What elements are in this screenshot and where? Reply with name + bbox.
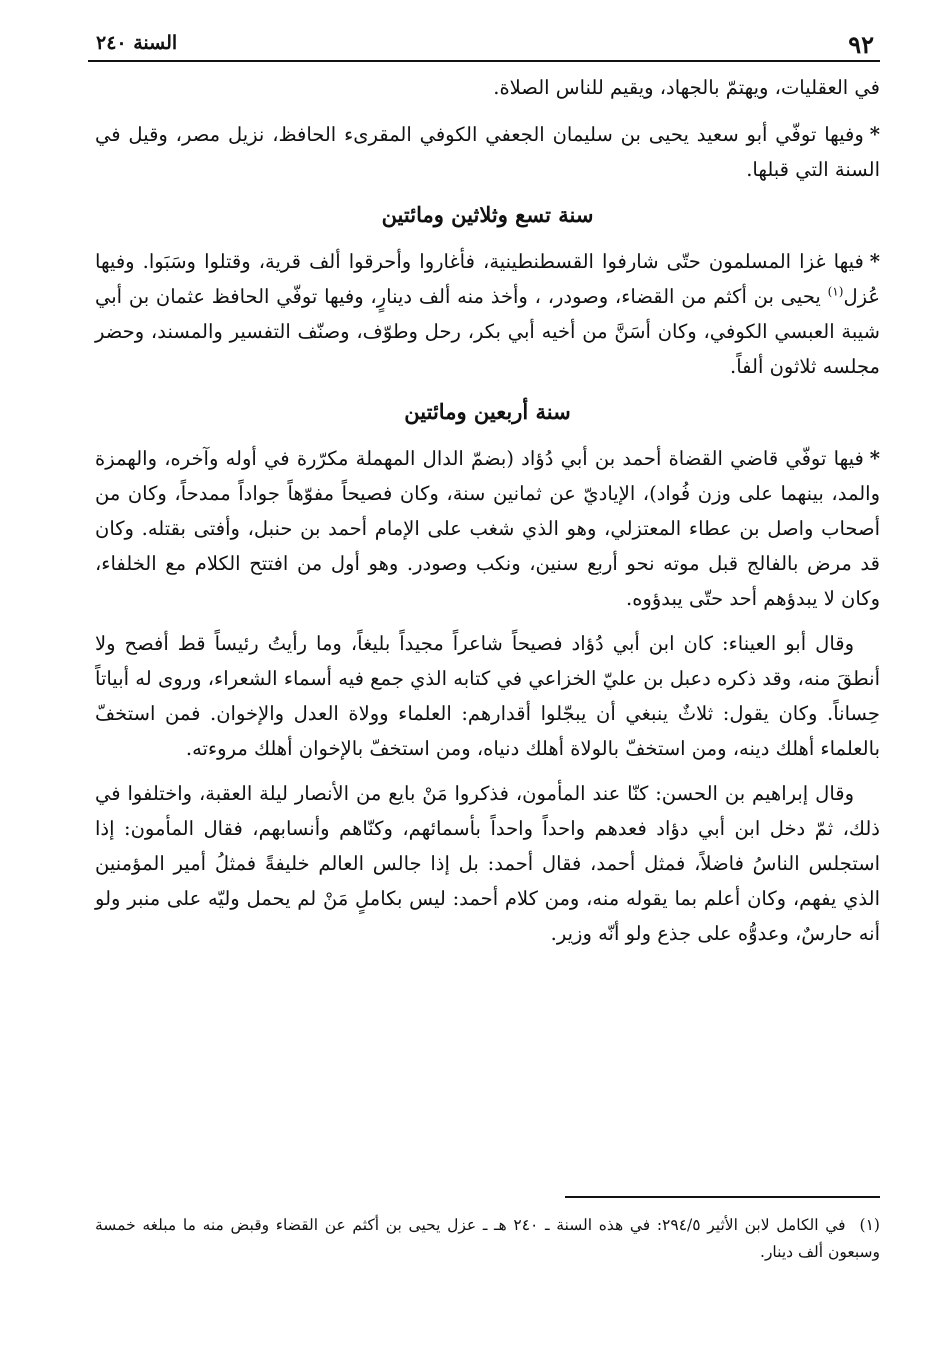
paragraph-text: يحيى بن أكثم من القضاء، وصودر، ، وأخذ منه ألف دينارٍ، وفيها توفّي الحافظ عثمان بن أبي شيبة العبسي الكوفي، وكان أسَنَّ من أخيه أبي بكر، رحل وطوّف، وصنّف التفسير والمسند، وحضر مجلسه ثلاثون ألفاً.	[95, 285, 880, 378]
footnote-reference[interactable]: (١)	[827, 284, 844, 299]
asterisk-marker: *	[869, 123, 880, 146]
section-heading-240: سنة أربعين ومائتين	[404, 399, 571, 424]
paragraph-text: فيها توفّي قاضي القضاة أحمد بن أبي دُؤاد (بضمّ الدال المهملة مكرّرة في أوله وآخره، والهمزة والمد، بينهما على وزن فُواد)، الإياديّ عن ثمانين سنة، وكان فصيحاً مفوّهاً جواداً ممدحاً، وكان من أصحاب واصل بن عطاء المعتزلي، وهو الذي شغب على الإمام أحمد بن حنبل، وأفتى بقتله. وكان قد مرض بالفالج قبل موته نحو أربع سنين، ونكب وصودر. وهو أول من افتتح الكلام مع الخلفاء، وكان لا يبدؤهم أحد حتّى يبدؤوه.	[95, 447, 880, 610]
paragraph-text: فيها غزا المسلمون حتّى شارفوا القسطنطينية، فأغاروا وأحرقوا ألف قرية، وقتلوا وسَبَوا. وفيها عُزل	[95, 250, 880, 308]
asterisk-marker: *	[869, 447, 880, 470]
section-heading-239: سنة تسع وثلاثين ومائتين	[381, 202, 594, 227]
paragraph-text: وفيها توفّي أبو سعيد يحيى بن سليمان الجعفي الكوفي المقرىء الحافظ، نزيل مصر، وقيل في السنة التي قبلها.	[95, 123, 880, 181]
running-head: السنة ٢٤٠	[96, 32, 178, 54]
paragraph-continued: في العقليات، ويهتمّ بالجهاد، ويقيم للناس الصلاة.	[493, 76, 880, 99]
footnote	[95, 1212, 880, 1266]
header-rule	[88, 60, 880, 62]
main-text	[95, 70, 880, 961]
page-header	[88, 22, 880, 62]
paragraph-abu-al-aynaa: وقال أبو العيناء: كان ابن أبي دُؤاد فصيحاً شاعراً مجيداً بليغاً، وما رأيتُ رئيساً قط أفصح ولا أنطقَ منه، وقد ذكره دعبل بن عليّ الخزاعي في كتابه الذي جمع فيه أسماء الشعراء، وروى له أبياتاً حِساناً. وكان يقول: ثلاثٌ ينبغي أن يبجّلوا أقدارهم: العلماء وولاة العدل والإخوان. فمن استخفّ بالعلماء أهلك دينه، ومن استخفّ بالولاة أهلك دنياه، ومن استخفّ بالإخوان أهلك مروءته.	[95, 632, 880, 760]
paragraph-year-240	[95, 441, 880, 616]
paragraph-ibrahim-ibn-al-hasan: وقال إبراهيم بن الحسن: كنّا عند المأمون، فذكروا مَنْ بايع من الأنصار ليلة العقبة، واختلفوا في ذلك، ثمّ دخل ابن أبي دؤاد فعدهم واحداً واحداً بأسمائهم، وكنّاهم وأنسابهم، فقال المأمون: إذا استجلس الناسُ فاضلاً، فمثل أحمد، فقال أحمد: بل إذا جالس العالم خليفةً فمثلُ أمير المؤمنين الذي يفهم، وكان أعلم بما يقوله منه، ومن كلام أحمد: ليس بكاملٍ مَنْ لم يحمل وليّه على منبر ولو أنه حارسٌ، وعدوُّه على جذع ولو أنّه وزير.	[95, 782, 880, 945]
page-number: ٩٢	[848, 30, 874, 59]
footnote-mark: (١)	[859, 1216, 880, 1234]
footnote-separator	[565, 1196, 880, 1198]
paragraph-year-239	[95, 244, 880, 384]
paragraph-death-yahya	[95, 117, 880, 187]
asterisk-marker: *	[869, 250, 880, 273]
footnote-text: في الكامل لابن الأثير ٢٩٤/٥: في هذه السنة ـ ٢٤٠ هـ ـ عزل يحيى بن أكثم عن القضاء وقبض منه ما مبلغه خمسة وسبعون ألف دينار.	[95, 1216, 880, 1261]
